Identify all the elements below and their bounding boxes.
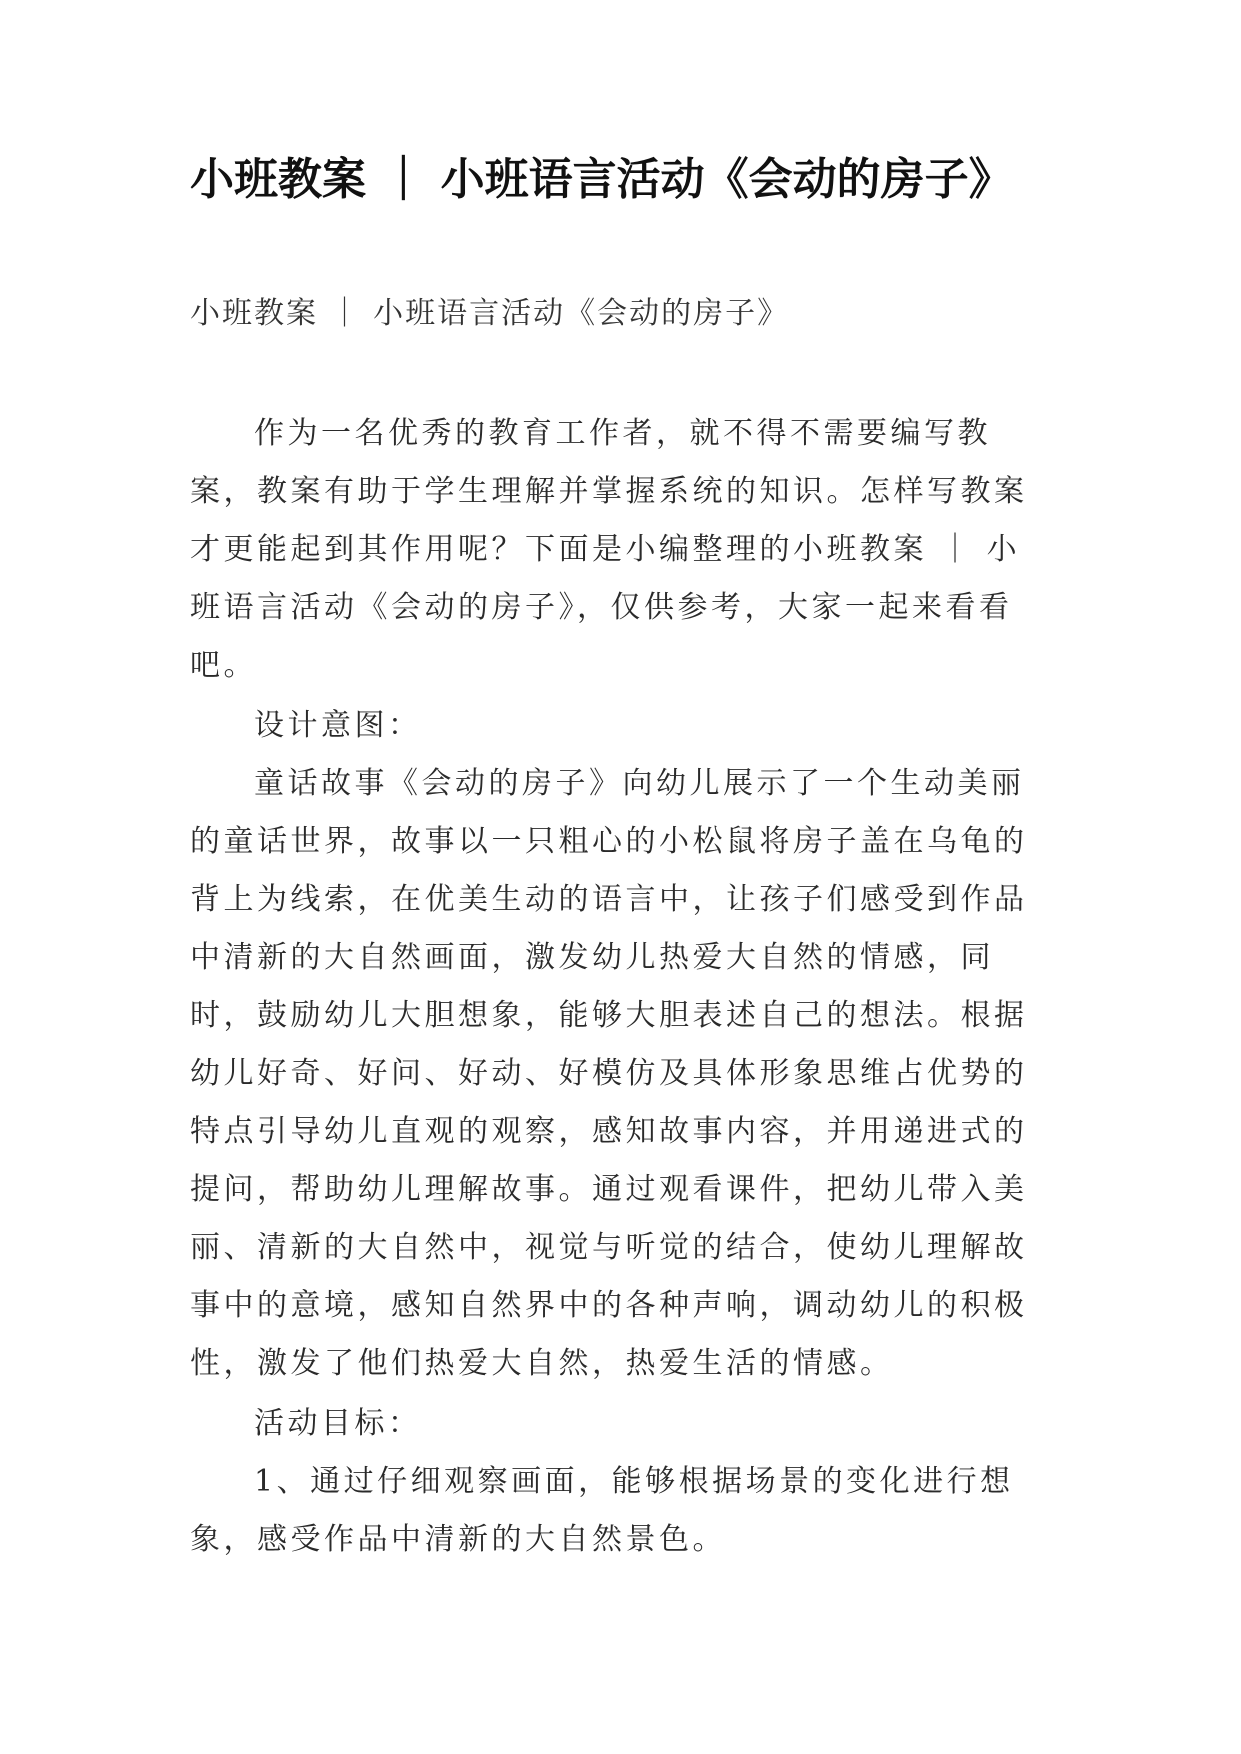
activity-goals-heading: 活动目标： (254, 1406, 422, 1441)
design-intent-paragraph: 童话故事《会动的房子》向幼儿展示了一个生动美丽的童话世界，故事以一只粗心的小松鼠将房子盖在乌龟的背上为线索，在优美生动的语言中，让孩子们感受到作品中清新的大自然画面，激发幼儿热爱大自然的情感，同时，鼓励幼儿大胆想象，能够大胆表述自己的想法。根据幼儿好奇、好问、好动、好模仿及具体形象思维占优势的特点引导幼儿直观的观察，感知故事内容，并用递进式的提问，帮助幼儿理解故事。通过观看课件，把幼儿带入美丽、清新的大自然中，视觉与听觉的结合，使幼儿理解故事中的意境，感知自然界中的各种声响，调动幼儿的积极性，激发了他们热爱大自然，热爱生活的情感。 (190, 766, 1028, 1381)
activity-goal-item: 1、通过仔细观察画面，能够根据场景的变化进行想象，感受作品中清新的大自然景色。 (190, 1464, 1014, 1557)
intro-paragraph: 作为一名优秀的教育工作者，就不得不需要编写教案，教案有助于学生理解并掌握系统的知识。怎样写教案才更能起到其作用呢？下面是小编整理的小班教案 ｜ 小班语言活动《会动的房子》，仅供参考，大家一起来看看吧。 (190, 416, 1028, 683)
design-intent-heading: 设计意图： (254, 708, 422, 743)
document-title: 小班教案 ｜ 小班语言活动《会动的房子》 (190, 154, 1013, 205)
document-subtitle: 小班教案 ｜ 小班语言活动《会动的房子》 (190, 296, 790, 331)
